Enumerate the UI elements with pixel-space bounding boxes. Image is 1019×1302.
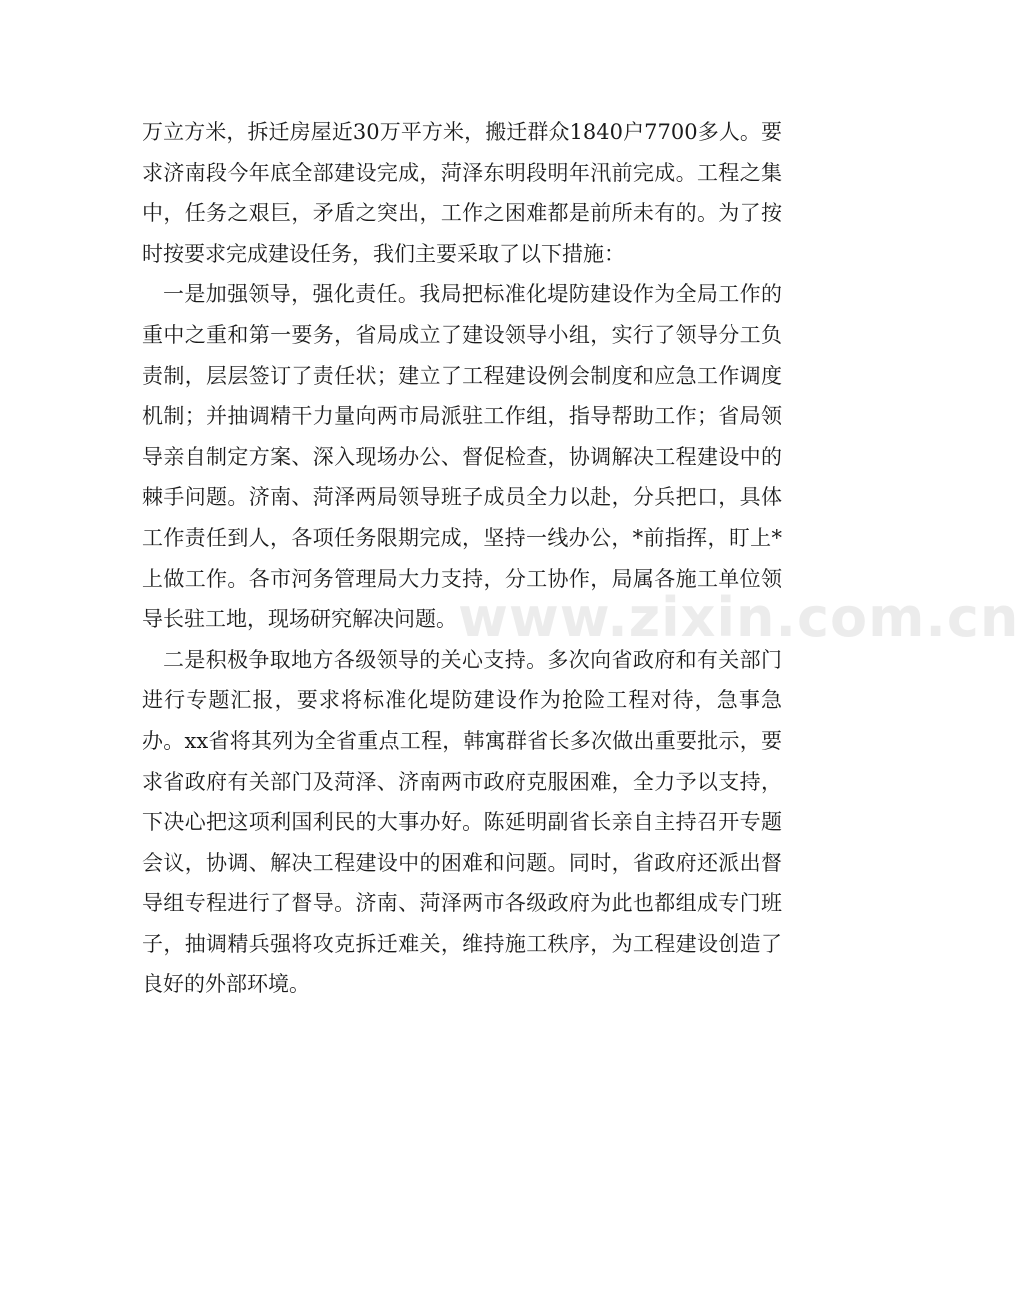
document-body <box>142 112 782 1005</box>
paragraph-measure-two: 二是积极争取地方各级领导的关心支持。多次向省政府和有关部门进行专题汇报，要求将标准化堤防建设作为抢险工程对待，急事急办。xx省将其列为全省重点工程，韩寓群省长多次做出重要批示，要求省政府有关部门及菏泽、济南两市政府克服困难，全力予以支持，下决心把这项利国利民的大事办好。陈延明副省长亲自主持召开专题会议，协调、解决工程建设中的困难和问题。同时，省政府还派出督导组专程进行了督导。济南、菏泽两市各级政府为此也都组成专门班子，抽调精兵强将攻克拆迁难关，维持施工秩序，为工程建设创造了良好的外部环境。 <box>142 647 782 997</box>
paragraph-intro: 万立方米，拆迁房屋近30万平方米，搬迁群众1840户7700多人。要求济南段今年底全部建设完成，菏泽东明段明年汛前完成。工程之集中，任务之艰巨，矛盾之突出，工作之困难都是前所未有的。为了按时按要求完成建设任务，我们主要采取了以下措施： <box>142 120 782 266</box>
paragraph-measure-one: 一是加强领导，强化责任。我局把标准化堤防建设作为全局工作的重中之重和第一要务，省局成立了建设领导小组，实行了领导分工负责制，层层签订了责任状；建立了工程建设例会制度和应急工作调度机制；并抽调精干力量向两市局派驻工作组，指导帮助工作；省局领导亲自制定方案、深入现场办公、督促检查，协调解决工程建设中的棘手问题。济南、菏泽两局领导班子成员全力以赴，分兵把口，具体工作责任到人，各项任务限期完成，坚持一线办公，*前指挥，盯上*上做工作。各市河务管理局大力支持，分工协作，局属各施工单位领导长驻工地，现场研究解决问题。 <box>142 282 782 632</box>
watermark-text: www.zixin.com.cn <box>458 586 1019 649</box>
